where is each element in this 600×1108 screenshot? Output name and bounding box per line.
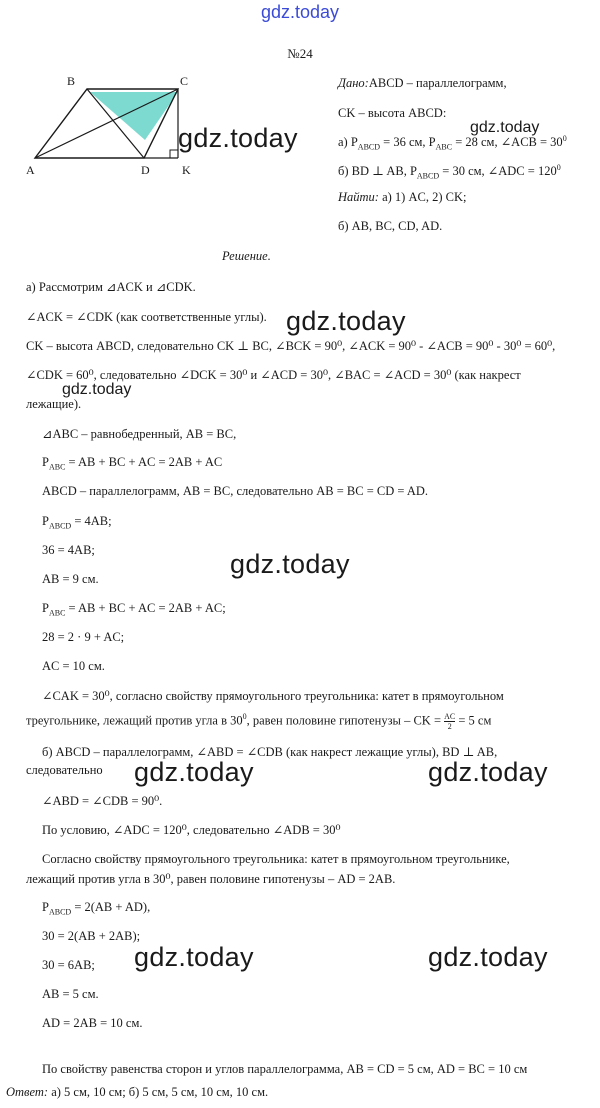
solution-line: следовательно [26, 763, 103, 777]
solution-line: ∠ACK = ∠CDK (как соответственные углы). [26, 310, 267, 324]
watermark: gdz.today [134, 942, 254, 972]
problem-number: №24 [287, 46, 313, 61]
solution-line: лежащие). [26, 397, 82, 411]
solution-line: $P_{ABC}$ = AB + BC + AC = 2AB + AC; [42, 601, 226, 618]
solution-line: $P_{ABCD} = 4AB$; [42, 514, 112, 531]
solution-line: ∠CAK = 30⁰, согласно свойству прямоугольного треугольника: катет в прямоугольном [42, 689, 504, 703]
solution-line: CK – высота ABCD, следовательно CK ⊥ BC, ∠BCK = 90⁰, ∠ACK = 90⁰ - ∠ACB = 90⁰ - 30⁰ = 60⁰, [26, 339, 556, 353]
given-line-2: CK – высота ABCD: [338, 106, 447, 120]
label-d: D [141, 163, 150, 177]
given-line-1: Дано:ABCD – параллелограмм, [338, 76, 507, 90]
site-watermark-top[interactable]: gdz.today [260, 2, 340, 22]
solution-line: а) Рассмотрим ⊿ACK и ⊿CDK. [26, 280, 196, 294]
solution-line: 30 = 6AB; [42, 958, 95, 972]
label-a: A [26, 163, 35, 177]
watermark: gdz.today [178, 123, 298, 153]
solution-line: AD = 2AB = 10 см. [42, 1016, 143, 1030]
solution-line: ABCD – параллелограмм, AB = BC, следовательно AB = BC = CD = AD. [42, 484, 429, 498]
solution-line: $P_{ABC}$ = AB + BC + AC = 2AB + AC [42, 455, 223, 472]
parallelogram-figure [20, 70, 200, 180]
label-b: B [67, 74, 76, 88]
solution-line: AC = 10 см. [42, 659, 105, 673]
watermark: gdz.today [230, 549, 350, 579]
solution-line: Согласно свойству прямоугольного треугольника: катет в прямоугольном треугольнике, [42, 852, 510, 866]
watermark: gdz.today [134, 757, 254, 787]
watermark: gdz.today [428, 757, 548, 787]
solution-line: 28 = 2 · 9 + AC; [42, 630, 125, 644]
watermark: gdz.today [286, 306, 406, 336]
find-line-1: Найти: а) 1) AC, 2) CK; [338, 190, 467, 204]
solution-line: По условию, ∠ADC = 120⁰, следовательно ∠ADB = 30⁰ [42, 823, 341, 837]
solution-line: AB = 5 см. [42, 987, 99, 1001]
solution-heading: Решение. [222, 249, 271, 263]
right-angle-mark [170, 150, 178, 158]
solution-line: По свойству равенства сторон и углов параллелограмма, AB = CD = 5 см, AD = BC = 10 см [42, 1062, 528, 1076]
label-k: K [182, 163, 191, 177]
watermark: gdz.today [470, 119, 540, 136]
solution-line: ∠ABD = ∠CDB = 90⁰. [42, 794, 163, 808]
solution-line: $P_{ABCD} = 2(AB + AD)$, [42, 900, 151, 917]
answer-line: Ответ: а) 5 см, 10 см; б) 5 см, 5 см, 10 см, 10 см. [6, 1085, 269, 1099]
watermark: gdz.today [62, 381, 132, 398]
find-line-2: б) AB, BC, CD, AD. [338, 219, 443, 233]
solution-line: треугольнике, лежащий против угла в $30^0$, равен половине гипотенузы – CK = $\frac{AC}{2}$ = 5 см [26, 712, 492, 731]
given-line-4: б) BD ⊥ AB, $P_{ABCD} = 30$ см, ∠ADC = $120^0$ [338, 163, 561, 181]
given-line-3: а) $P_{ABCD} = 36$ см, $P_{ABC} = 28$ см, ∠ACB = $30^0$ [338, 134, 567, 152]
solution-line: лежащий против угла в 30⁰, равен половине гипотенузы – AD = 2AB. [26, 872, 396, 886]
solution-line: 36 = 4AB; [42, 543, 95, 557]
solution-line: AB = 9 см. [42, 572, 99, 586]
solution-line: ∠CDK = 60⁰, следовательно ∠DCK = 30⁰ и ∠ACD = 30⁰, ∠BAC = ∠ACD = 30⁰ (как накрест [26, 368, 521, 382]
watermark: gdz.today [428, 942, 548, 972]
solution-line: ⊿ABC – равнобедренный, AB = BC, [42, 427, 237, 441]
label-c: C [180, 74, 189, 88]
solution-line: 30 = 2(AB + 2AB); [42, 929, 141, 943]
solution-line: б) ABCD – параллелограмм, ∠ABD = ∠CDB (как накрест лежащие углы), BD ⊥ AB, [42, 745, 498, 759]
